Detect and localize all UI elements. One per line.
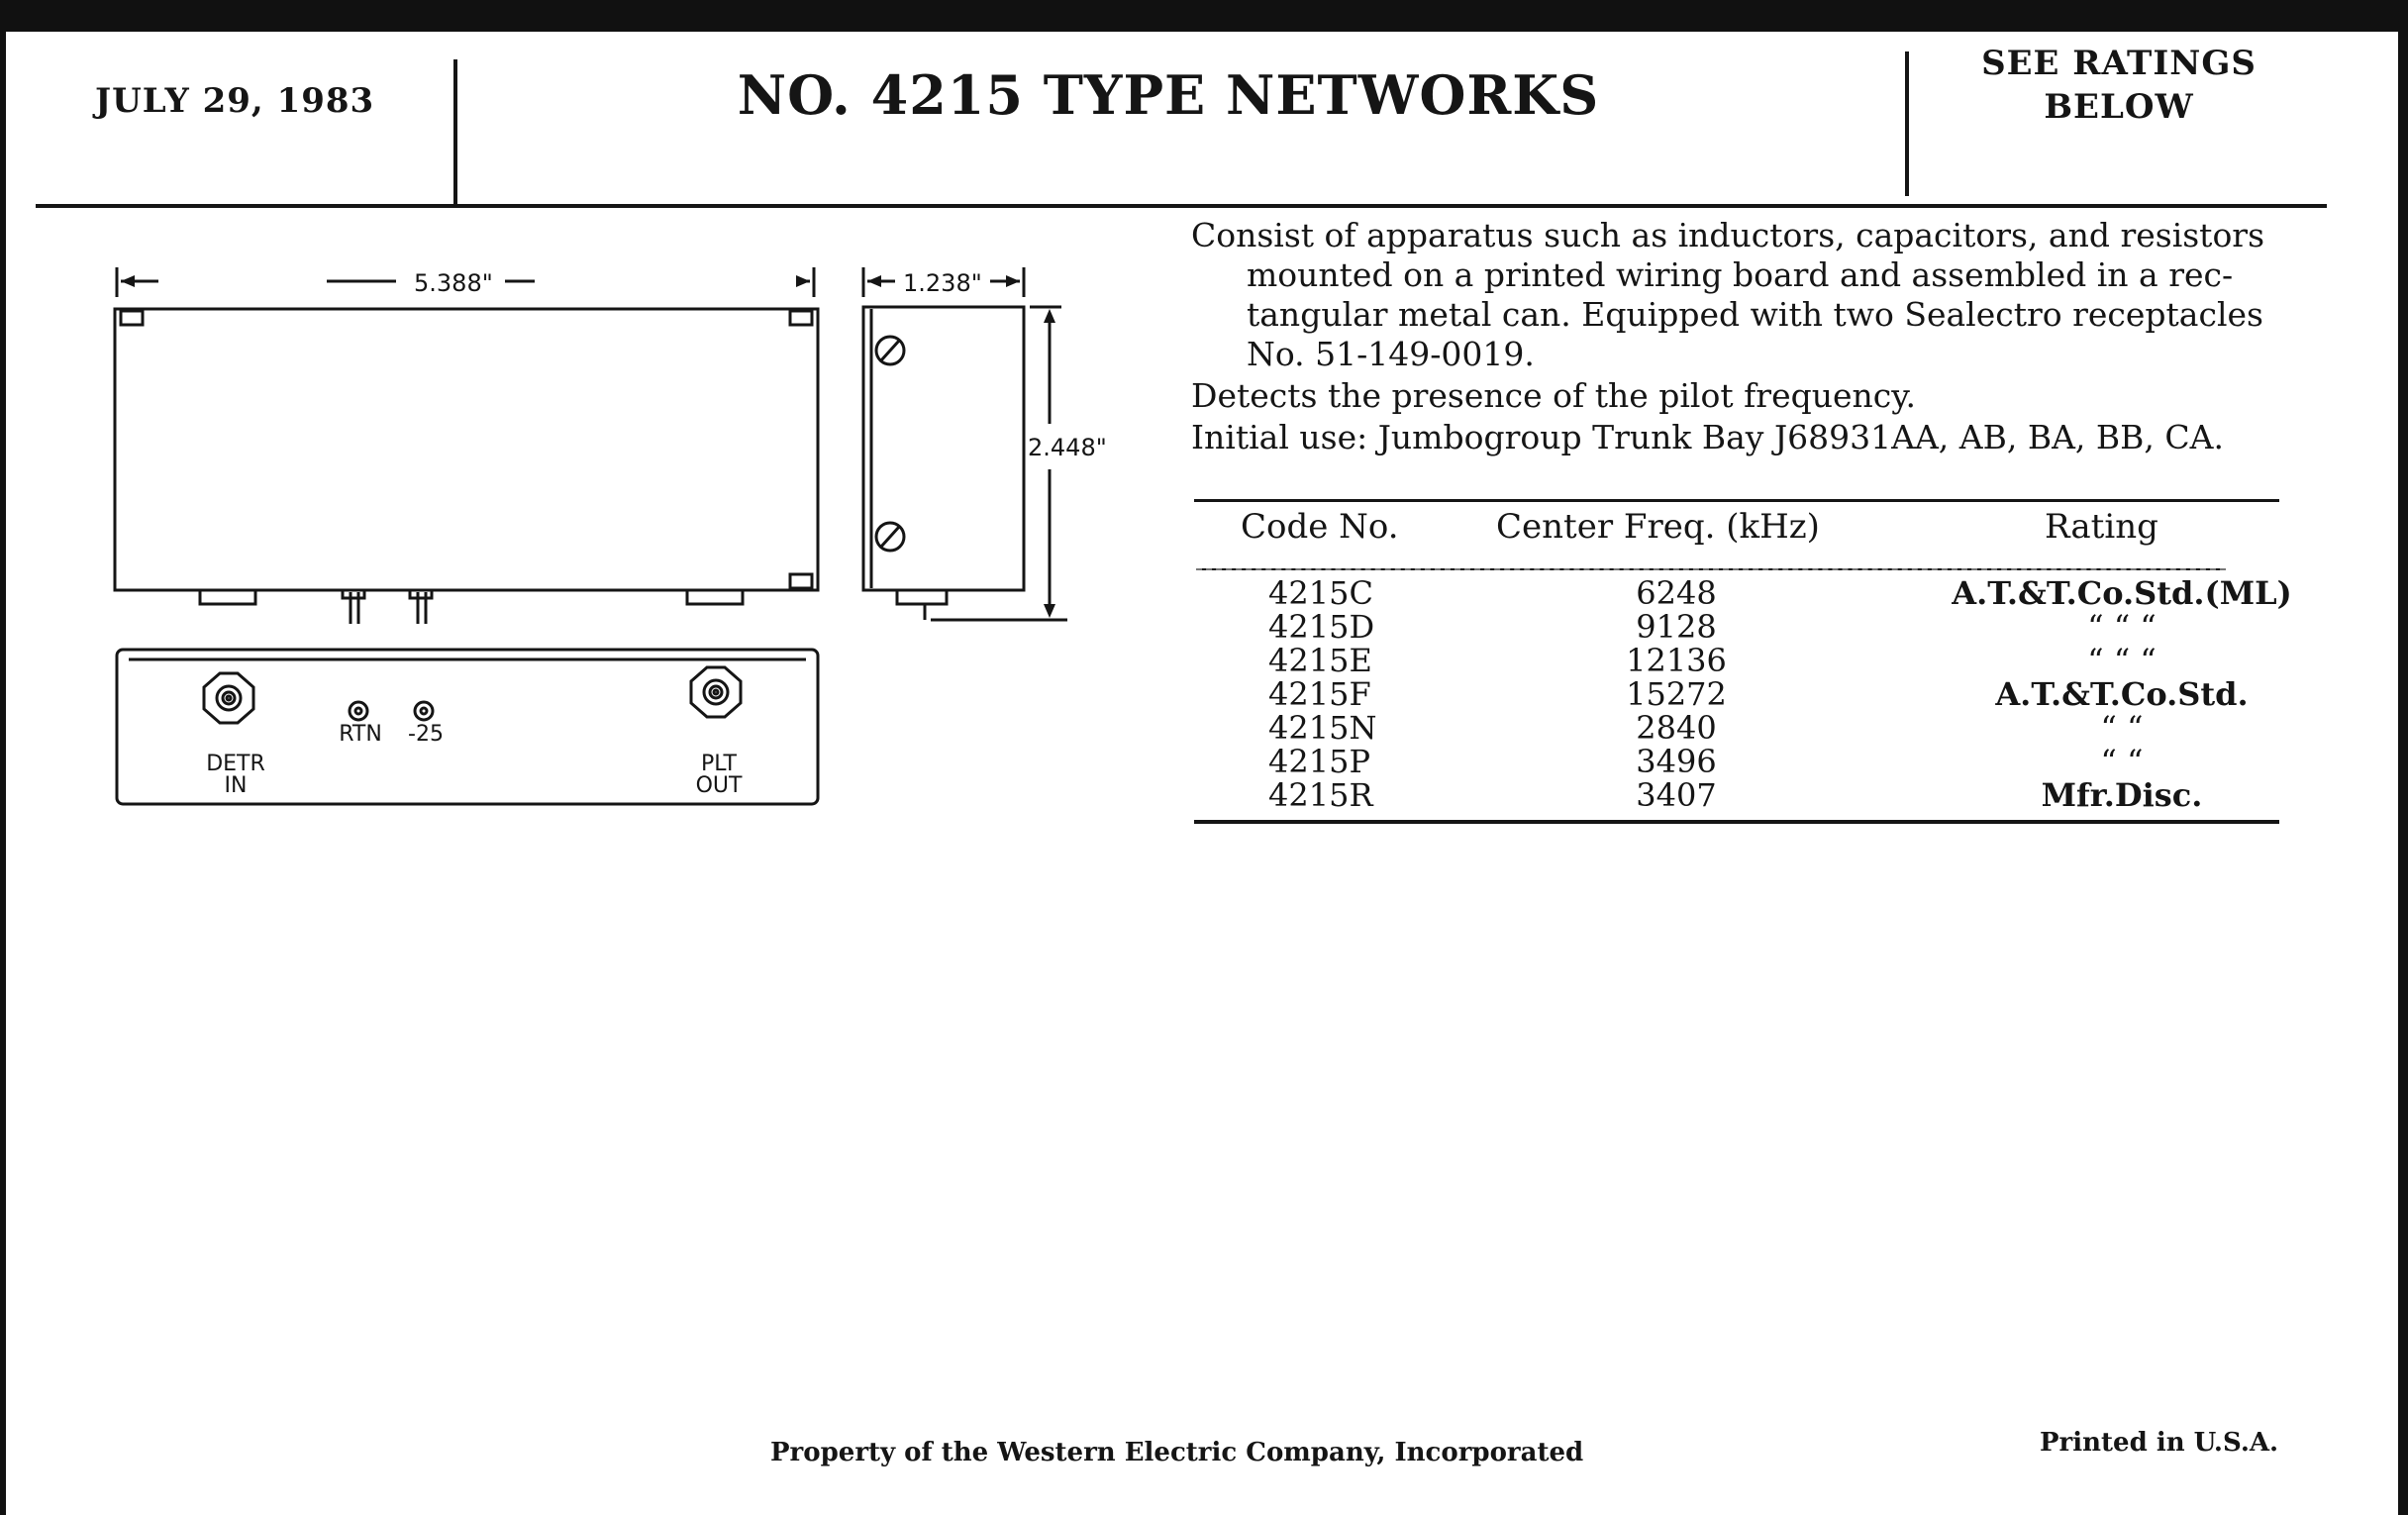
table-cell-rating: “ “ “: [2087, 642, 2157, 679]
table-top-rule: [1194, 499, 2279, 502]
table-cell-rating: “ “: [2100, 709, 2144, 747]
table-cell-freq: 9128: [1636, 608, 1717, 646]
table-cell-freq: 2840: [1636, 709, 1717, 747]
neg25-label: -25: [408, 722, 444, 747]
table-cell-freq: 12136: [1626, 642, 1727, 679]
depth-dimension: 1.238": [903, 269, 982, 297]
table-cell-code: 4215R: [1268, 776, 1373, 814]
rating-column: [1934, 576, 2310, 812]
issue-date: JULY 29, 1983: [95, 81, 375, 121]
in-label: IN: [224, 773, 248, 798]
header-code: Code No.: [1241, 507, 1399, 547]
table-cell-rating: A.T.&T.Co.Std.: [1995, 675, 2249, 713]
table-cell-rating: A.T.&T.Co.Std.(ML): [1952, 574, 2292, 612]
table-cell-code: 4215C: [1268, 574, 1373, 612]
ratings-note-line1: SEE RATINGS: [1981, 44, 2257, 83]
page-title: NO. 4215 TYPE NETWORKS: [737, 63, 1600, 127]
table-cell-freq: 3496: [1636, 743, 1717, 780]
table-header-rule: [1196, 568, 2226, 570]
header-divider-right: [1905, 51, 1909, 196]
rtn-label: RTN: [339, 722, 382, 747]
description-line: mounted on a printed wiring board and assembled in a rec-: [1247, 255, 2234, 294]
description-line: Consist of apparatus such as inductors, capacitors, and resistors: [1191, 216, 2265, 254]
width-dimension: 5.388": [414, 269, 493, 297]
table-cell-code: 4215N: [1268, 709, 1377, 747]
table-cell-rating: “ “ “: [2087, 608, 2157, 646]
detr-label: DETR: [206, 752, 265, 776]
table-cell-code: 4215D: [1268, 608, 1375, 646]
out-label: OUT: [695, 773, 743, 798]
footer-printed: Printed in U.S.A.: [2040, 1428, 2279, 1458]
header-rating: Rating: [2045, 507, 2158, 547]
height-dimension: 2.448": [1028, 434, 1107, 461]
initial-use-line: Initial use: Jumbogroup Trunk Bay J68931AA, AB, BA, BB, CA.: [1191, 418, 2224, 456]
freq-column: [1597, 576, 1756, 812]
table-cell-rating: “ “: [2100, 743, 2144, 780]
code-column: [1268, 576, 1376, 812]
description: [1191, 216, 2280, 457]
table-cell-freq: 15272: [1626, 675, 1727, 713]
description-line: No. 51-149-0019.: [1247, 335, 1535, 373]
footer-property: Property of the Western Electric Company, Incorporated: [770, 1438, 1584, 1467]
table-cell-rating: Mfr.Disc.: [2041, 776, 2203, 814]
ratings-note: [1921, 42, 2317, 129]
table-cell-code: 4215E: [1268, 642, 1372, 679]
description-line: tangular metal can. Equipped with two Sealectro receptacles: [1247, 295, 2263, 334]
network-outline-drawing: [0, 0, 1168, 852]
plt-label: PLT: [701, 752, 737, 776]
table-cell-code: 4215P: [1268, 743, 1370, 780]
header-freq: Center Freq. (kHz): [1496, 507, 1820, 547]
table-cell-freq: 3407: [1636, 776, 1717, 814]
table-cell-code: 4215F: [1268, 675, 1371, 713]
function-line: Detects the presence of the pilot frequency.: [1191, 376, 1916, 415]
ratings-note-line2: BELOW: [2044, 87, 2194, 127]
table-cell-freq: 6248: [1636, 574, 1717, 612]
table-bottom-rule: [1194, 820, 2279, 824]
